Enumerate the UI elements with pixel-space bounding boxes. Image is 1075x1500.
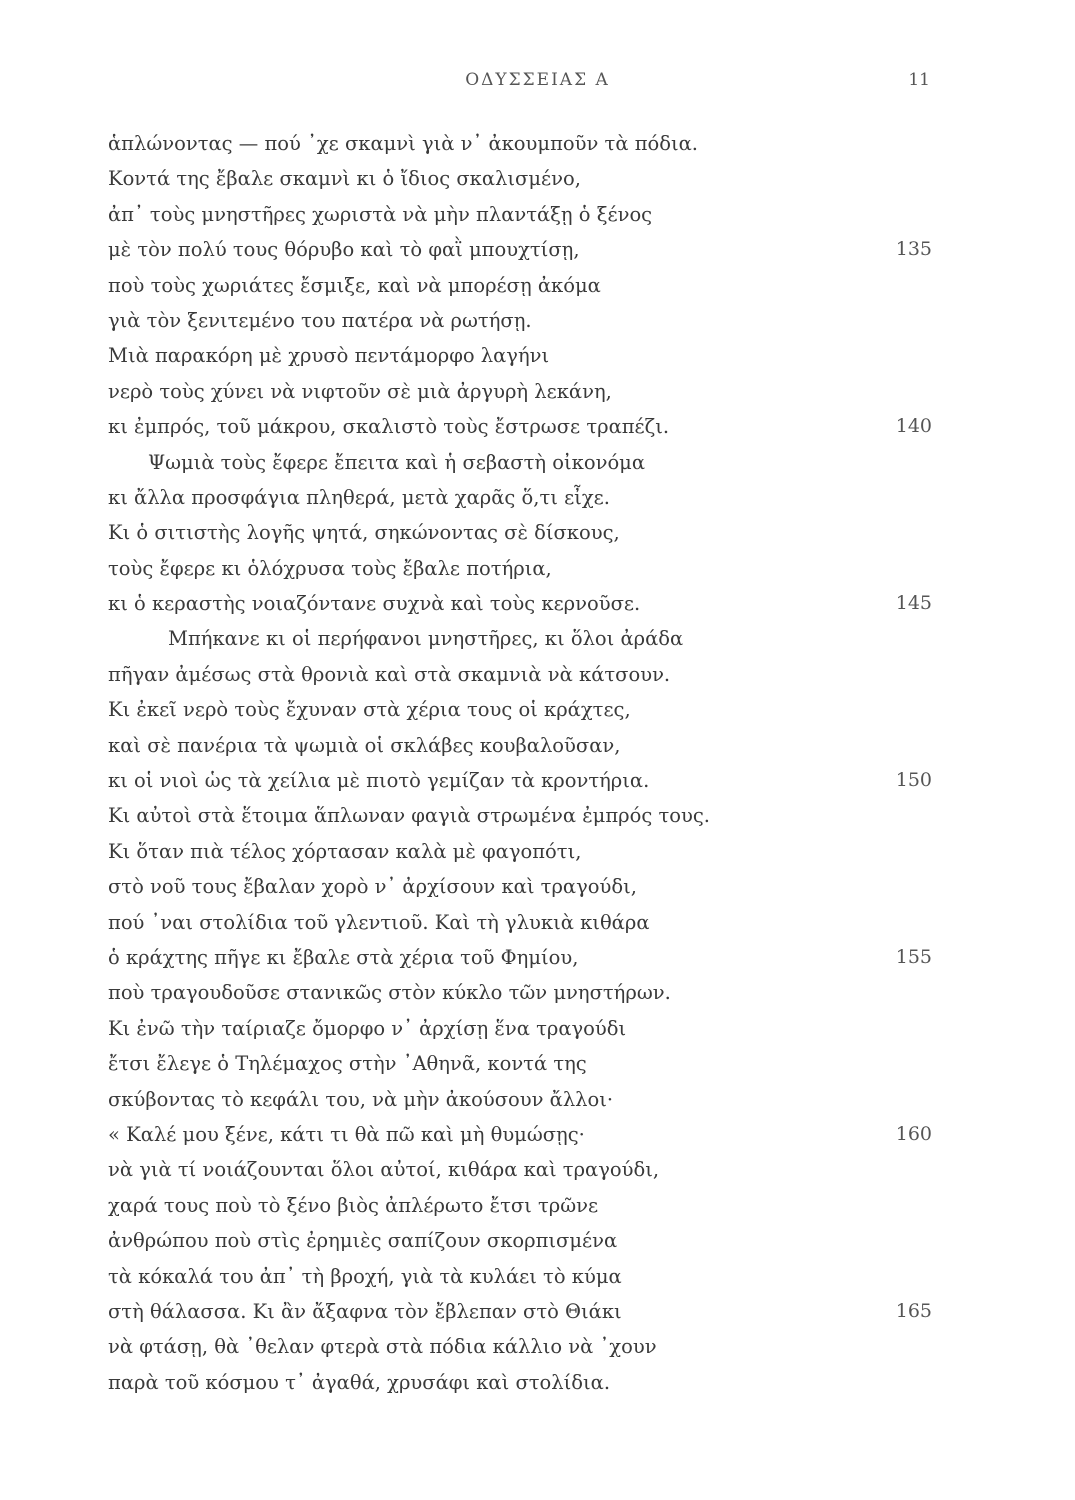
line-number: 155	[895, 945, 932, 968]
verse-line	[108, 621, 938, 656]
verse-text: Κι ἐνῶ τὴν ταίριαζε ὄμορφο ν᾿ ἀρχίσῃ ἕνα τραγούδι	[108, 1016, 627, 1040]
verse-text: Κι αὐτοὶ στὰ ἕτοιμα ἅπλωναν φαγιὰ στρωμένα ἐμπρός τους.	[108, 804, 710, 828]
verse-line	[108, 232, 938, 267]
verse-line	[108, 197, 938, 232]
verse-line	[108, 798, 938, 833]
verse-line	[108, 975, 938, 1010]
verse-line	[108, 126, 938, 161]
verse-line	[108, 338, 938, 373]
line-number: 165	[895, 1299, 932, 1322]
verse-line	[108, 445, 938, 480]
verse-line	[108, 1223, 938, 1258]
verse-text: Ψωμιὰ τοὺς ἔφερε ἔπειτα καὶ ἡ σεβαστὴ οἰκονόμα	[148, 450, 646, 474]
verse-text: ποὺ τραγουδοῦσε στανικῶς στὸν κύκλο τῶν μνηστήρων.	[108, 981, 671, 1005]
line-number: 145	[895, 592, 932, 615]
verse-line	[108, 728, 938, 763]
verse-line	[108, 905, 938, 940]
verse-text: γιὰ τὸν ξενιτεμένο του πατέρα νὰ ρωτήσῃ.	[108, 308, 532, 332]
verse-line	[108, 1117, 938, 1152]
verse-text: Κι ἐκεῖ νερὸ τοὺς ἔχυναν στὰ χέρια τους οἱ κράχτες,	[108, 698, 631, 722]
verse-line	[108, 586, 938, 621]
verse-text: στὸ νοῦ τους ἔβαλαν χορὸ ν᾿ ἀρχίσουν καὶ τραγούδι,	[108, 875, 637, 899]
verse-text: καὶ σὲ πανέρια τὰ ψωμιὰ οἱ σκλάβες κουβαλοῦσαν,	[108, 733, 621, 757]
verse-text: πού ᾿ναι στολίδια τοῦ γλεντιοῦ. Καὶ τὴ γλυκιὰ κιθάρα	[108, 910, 650, 934]
verse-line	[108, 763, 938, 798]
line-number: 150	[895, 769, 932, 792]
verse-text: τοὺς ἔφερε κι ὁλόχρυσα τοὺς ἔβαλε ποτήρια,	[108, 556, 552, 580]
verse-text: κι ἐμπρός, τοῦ μάκρου, σκαλιστὸ τοὺς ἔστρωσε τραπέζι.	[108, 415, 670, 439]
verse-line	[108, 409, 938, 444]
verse-line	[108, 268, 938, 303]
verse-line	[108, 657, 938, 692]
line-number: 160	[895, 1122, 932, 1145]
verse-text: χαρά τους ποὺ τὸ ξένο βιὸς ἀπλέρωτο ἔτσι τρῶνε	[108, 1193, 599, 1217]
verse-text: παρὰ τοῦ κόσμου τ᾿ ἀγαθά, χρυσάφι καὶ στολίδια.	[108, 1370, 611, 1394]
verse-text: Κι ὅταν πιὰ τέλος χόρτασαν καλὰ μὲ φαγοπότι,	[108, 839, 582, 863]
verse-text: ἀνθρώπου ποὺ στὶς ἐρημιὲς σαπίζουν σκορπισμένα	[108, 1229, 618, 1253]
verse-line	[108, 1082, 938, 1117]
line-number: 140	[895, 415, 932, 438]
verse-line	[108, 374, 938, 409]
verse-text: κι ὁ κεραστὴς νοιαζόντανε συχνὰ καὶ τοὺς κερνοῦσε.	[108, 592, 641, 616]
verse-line	[108, 869, 938, 904]
verse-line	[108, 692, 938, 727]
verse-text: σκύβοντας τὸ κεφάλι του, νὰ μὴν ἀκούσουν ἄλλοι·	[108, 1087, 614, 1111]
verse-text: ἀπ᾿ τοὺς μνηστῆρες χωριστὰ νὰ μὴν πλαντάξῃ ὁ ξένος	[108, 202, 653, 226]
verse-text: Κοντά της ἔβαλε σκαμνὶ κι ὁ ἴδιος σκαλισμένο,	[108, 167, 581, 191]
verse-text: πῆγαν ἀμέσως στὰ θρονιὰ καὶ στὰ σκαμνιὰ νὰ κάτσουν.	[108, 662, 671, 686]
verse-line	[108, 1329, 938, 1364]
running-head: ΟΔΥΣΣΕΙΑΣ Α	[465, 70, 610, 90]
verse-text: Μιὰ παρακόρη μὲ χρυσὸ πεντάμορφο λαγήνι	[108, 344, 550, 368]
verse-line	[108, 480, 938, 515]
verse-text: τὰ κόκαλά του ἀπ᾿ τὴ βροχή, γιὰ τὰ κυλάει τὸ κύμα	[108, 1264, 622, 1288]
verse-line	[108, 1152, 938, 1187]
verse-text: ἁπλώνοντας — πού ᾿χε σκαμνὶ γιὰ ν᾿ ἀκουμποῦν τὰ πόδια.	[108, 132, 698, 155]
verse-line	[108, 303, 938, 338]
verse-line	[108, 940, 938, 975]
verse-text: κι οἱ νιοὶ ὡς τὰ χείλια μὲ πιοτὸ γεμίζαν τὰ κροντήρια.	[108, 769, 650, 793]
verse-line	[108, 834, 938, 869]
verse-line	[108, 1294, 938, 1329]
verse-block	[108, 126, 938, 1400]
verse-line	[108, 1365, 938, 1400]
verse-text: μὲ τὸν πολύ τους θόρυβο καὶ τὸ φαῒ μπουχτίσῃ,	[108, 238, 580, 262]
verse-text: στὴ θάλασσα. Κι ἂν ἄξαφνα τὸν ἔβλεπαν στὸ Θιάκι	[108, 1299, 622, 1323]
verse-text: ὁ κράχτης πῆγε κι ἔβαλε στὰ χέρια τοῦ Φημίου,	[108, 945, 579, 969]
verse-text: ἔτσι ἔλεγε ὁ Τηλέμαχος στὴν ᾿Αθηνᾶ, κοντά της	[108, 1052, 587, 1076]
verse-line	[108, 551, 938, 586]
line-number: 135	[895, 238, 932, 261]
verse-text: κι ἄλλα προσφάγια πληθερά, μετὰ χαρᾶς ὅ,τι εἶχε.	[108, 485, 610, 509]
verse-line	[108, 1011, 938, 1046]
verse-line	[108, 161, 938, 196]
page-number: 11	[908, 70, 930, 90]
verse-line	[108, 515, 938, 550]
verse-text: νὰ γιὰ τί νοιάζουνται ὅλοι αὐτοί, κιθάρα καὶ τραγούδι,	[108, 1158, 660, 1182]
verse-text: Κι ὁ σιτιστὴς λογῆς ψητά, σηκώνοντας σὲ δίσκους,	[108, 521, 620, 545]
verse-line	[108, 1259, 938, 1294]
verse-line	[108, 1188, 938, 1223]
verse-text: « Καλέ μου ξένε, κάτι τι θὰ πῶ καὶ μὴ θυμώσῃς·	[108, 1122, 585, 1146]
verse-text: ποὺ τοὺς χωριάτες ἔσμιξε, καὶ νὰ μπορέσῃ ἀκόμα	[108, 273, 601, 297]
verse-text: Μπήκανε κι οἱ περήφανοι μνηστῆρες, κι ὅλοι ἀράδα	[168, 627, 684, 651]
verse-text: νερὸ τοὺς χύνει νὰ νιφτοῦν σὲ μιὰ ἀργυρὴ λεκάνη,	[108, 379, 612, 403]
verse-line	[108, 1046, 938, 1081]
verse-text: νὰ φτάσῃ, θὰ ᾿θελαν φτερὰ στὰ πόδια κάλλιο νὰ ᾿χουν	[108, 1335, 657, 1359]
